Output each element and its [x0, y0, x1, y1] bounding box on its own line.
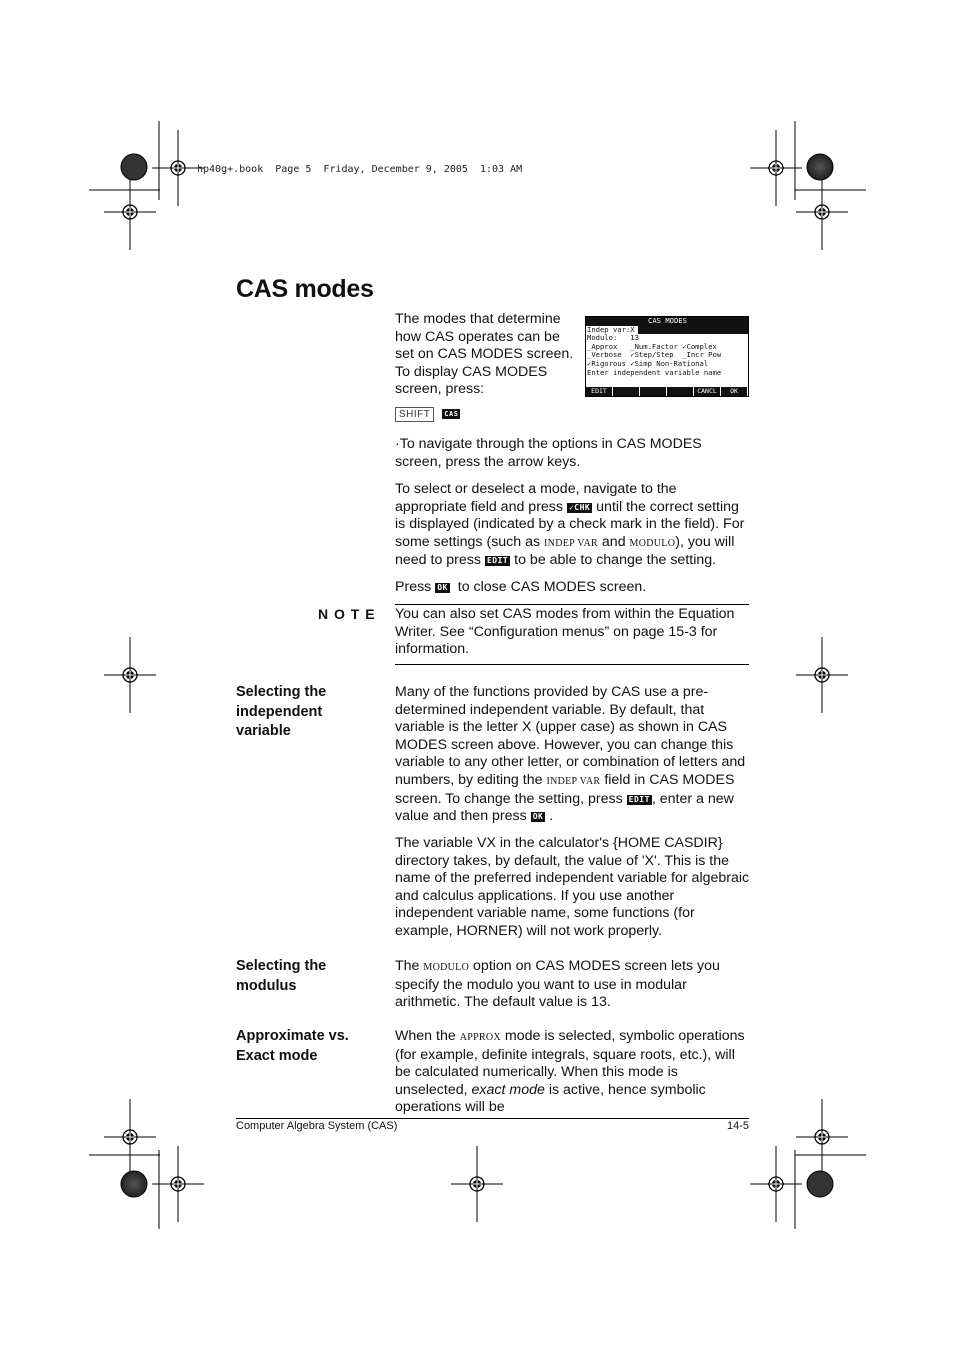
- text: until the correct setting is displayed (indicated by a check mark in the field). For some settings (such as: [395, 498, 745, 550]
- section1-paragraph2: The variable VX in the calculator's {HOME CASDIR} directory takes, by default, the value of 'X'. This is the name of the preferred independent variable for algebraic and calculus applications. If you use another independent variable name, some functions (for example, HORNER) will not work properly.: [395, 835, 750, 939]
- calc-menu-blank: [613, 387, 639, 396]
- chk-key: ✓CHK: [568, 502, 591, 512]
- calc-menu: [586, 387, 748, 396]
- text: The: [395, 958, 420, 974]
- calc-menu-blank: [640, 387, 666, 396]
- note-rule-bottom: [395, 664, 749, 665]
- select-paragraph: [395, 481, 751, 570]
- calc-menu-edit: EDIT: [586, 387, 612, 396]
- text: field in CAS MODES screen. To change the setting, press: [395, 771, 735, 807]
- text: , enter a new value and then press: [395, 790, 734, 825]
- indep-var-term: INDEP VAR: [544, 537, 598, 549]
- calc-row: ✓Rigorous ✓Simp Non-Rational: [587, 358, 709, 368]
- section-heading-approx-exact: Approximate vs. Exact mode: [236, 1028, 349, 1064]
- calc-menu-blank: [667, 387, 693, 396]
- note-label: N O T E: [318, 606, 376, 622]
- section-heading-modulus: Selecting the modulus: [236, 958, 327, 994]
- text: option on CAS MODES screen lets you specify the modulo you want to use in modular arithmetic. The default value is 13.: [395, 958, 720, 1011]
- cas-key: CAS: [444, 409, 459, 418]
- intro-paragraph: The modes that determine how CAS operates can be set on CAS MODES screen. To display CAS MODES screen, press:: [395, 311, 574, 398]
- text: and: [601, 533, 626, 550]
- ok-key: OK: [437, 583, 448, 592]
- calc-menu-cancel: CANCL: [694, 387, 720, 396]
- ok-key: OK: [532, 812, 544, 822]
- footer-rule: [236, 1118, 749, 1119]
- text: to be able to change the setting.: [514, 552, 717, 569]
- section2-paragraph: [395, 958, 751, 1012]
- calc-row: _Verbose ✓Step/Step _Incr Pow: [587, 350, 722, 360]
- modulo-term: MODULO: [629, 537, 676, 549]
- calc-menu-ok: OK: [721, 387, 747, 396]
- text: ), you will need to press: [395, 533, 735, 569]
- key-sequence: [395, 405, 575, 423]
- intro-text: [395, 311, 575, 423]
- text: When the: [395, 1028, 456, 1044]
- text: Many of the functions provided by CAS use a pre-determined independent variable. By default, that variable is the letter X (upper case) as shown in CAS MODES screen above. However, you can change this variable to any other letter, or combination of letters and numbers, by editing the: [395, 684, 746, 788]
- cas-modes-screen-image: [585, 316, 749, 397]
- calc-row: _Approx _Num.Factor ✓Complex: [587, 341, 717, 351]
- text: is active, hence symbolic operations will be: [395, 1081, 706, 1116]
- edit-key: EDIT: [486, 556, 509, 566]
- calc-row: Enter independent variable name: [587, 367, 722, 377]
- navigate-paragraph: ·To navigate through the options in CAS MODES screen, press the arrow keys.: [395, 436, 702, 470]
- press-ok-paragraph: [395, 579, 751, 597]
- note-rule-top: [395, 604, 749, 605]
- section-heading-independent-variable: Selecting the independent variable: [236, 684, 327, 739]
- text: .: [549, 808, 554, 825]
- edit-key: EDIT: [628, 794, 650, 804]
- calc-screen-title: CAS MODES: [586, 317, 748, 326]
- indep-var-term: INDEP VAR: [546, 775, 601, 787]
- approx-term: APPROX: [459, 1032, 501, 1043]
- text: mode is selected, symbolic operations (for example, definite integrals, square roots, etc.), will be calculated numerically. When this mode is unselected,: [395, 1028, 745, 1098]
- footer-left: Computer Algebra System (CAS): [236, 1120, 398, 1132]
- section3-paragraph: [395, 1028, 751, 1117]
- text: to close CAS MODES screen.: [457, 579, 647, 595]
- shift-key: SHIFT: [395, 407, 434, 422]
- section1-paragraph1: [395, 684, 751, 826]
- header-book-line: hp40g+.book Page 5 Friday, December 9, 2005 1:03 AM: [197, 164, 523, 175]
- calc-row: Modulo: 13: [587, 333, 639, 343]
- emphasis: exact mode: [471, 1081, 545, 1098]
- footer-page-number: 14-5: [726, 1120, 749, 1132]
- text: To select or deselect a mode, navigate to the appropriate field and press: [395, 481, 677, 515]
- note-text: You can also set CAS modes from within the Equation Writer. See “Configuration menus” on page 15-3 for information.: [395, 606, 735, 658]
- text: Press: [395, 579, 432, 595]
- modulo-term: MODULO: [423, 962, 470, 973]
- page-title: CAS modes: [236, 275, 374, 303]
- calc-row: Indep var:X: [586, 326, 748, 335]
